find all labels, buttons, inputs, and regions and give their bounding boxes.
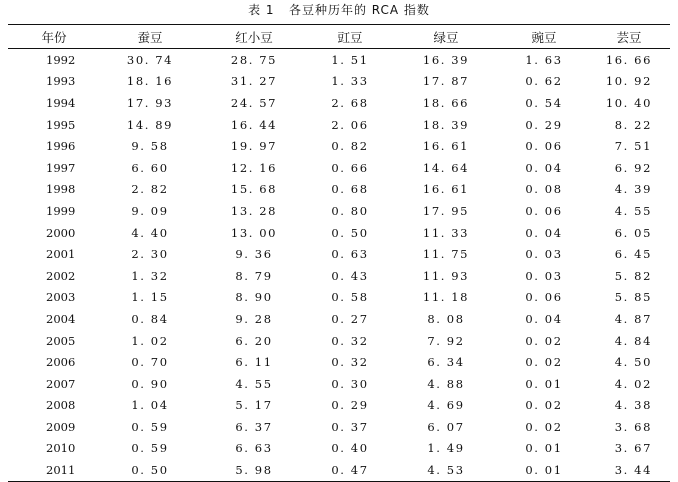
table-row xyxy=(8,330,670,352)
cell-mung-bean: 16. 61 xyxy=(422,139,470,154)
cell-pea: 0. 02 xyxy=(525,419,563,434)
cell-kidney-bean: 4. 87 xyxy=(614,311,652,326)
cell-year: 2004 xyxy=(46,311,76,326)
cell-year: 2003 xyxy=(46,290,76,305)
cell-year: 1994 xyxy=(46,95,76,110)
table-row xyxy=(8,114,670,136)
cell-adzuki-bean: 31. 27 xyxy=(230,74,278,89)
cell-year: 2000 xyxy=(46,225,76,240)
cell-year: 2002 xyxy=(46,268,76,283)
cell-kidney-bean: 16. 66 xyxy=(605,52,652,67)
table-row xyxy=(8,135,670,157)
cell-adzuki-bean: 8. 79 xyxy=(235,268,273,283)
cell-cowpea: 0. 27 xyxy=(331,311,369,326)
cell-pea: 0. 62 xyxy=(525,74,563,89)
table-row xyxy=(8,71,670,93)
header-year: 年份 xyxy=(8,25,100,49)
cell-cowpea: 0. 68 xyxy=(331,182,369,197)
cell-adzuki-bean: 13. 00 xyxy=(230,225,278,240)
cell-year: 2011 xyxy=(46,463,76,478)
cell-mung-bean: 4. 88 xyxy=(427,376,465,391)
cell-kidney-bean: 6. 05 xyxy=(614,225,652,240)
cell-adzuki-bean: 5. 98 xyxy=(235,463,273,478)
cell-broad-bean: 0. 50 xyxy=(131,463,169,478)
cell-kidney-bean: 7. 51 xyxy=(614,139,652,154)
cell-broad-bean: 2. 82 xyxy=(131,182,169,197)
cell-adzuki-bean: 24. 57 xyxy=(230,95,278,110)
cell-pea: 1. 63 xyxy=(525,52,563,67)
cell-mung-bean: 18. 66 xyxy=(422,95,470,110)
cell-adzuki-bean: 9. 28 xyxy=(235,311,273,326)
cell-mung-bean: 7. 92 xyxy=(427,333,465,348)
cell-adzuki-bean: 5. 17 xyxy=(235,398,273,413)
table-row xyxy=(8,351,670,373)
cell-kidney-bean: 6. 92 xyxy=(614,160,652,175)
cell-mung-bean: 16. 61 xyxy=(422,182,470,197)
cell-cowpea: 0. 37 xyxy=(331,419,369,434)
cell-pea: 0. 02 xyxy=(525,398,563,413)
cell-cowpea: 0. 58 xyxy=(331,290,369,305)
cell-cowpea: 0. 50 xyxy=(331,225,369,240)
cell-adzuki-bean: 16. 44 xyxy=(230,117,278,132)
cell-year: 2009 xyxy=(46,419,76,434)
cell-kidney-bean: 4. 02 xyxy=(614,376,652,391)
cell-pea: 0. 02 xyxy=(525,333,563,348)
cell-kidney-bean: 4. 55 xyxy=(614,203,652,218)
cell-broad-bean: 0. 59 xyxy=(131,441,169,456)
cell-year: 1996 xyxy=(46,139,76,154)
header-cowpea: 豇豆 xyxy=(308,25,392,49)
cell-cowpea: 0. 82 xyxy=(331,139,369,154)
cell-kidney-bean: 3. 67 xyxy=(614,441,652,456)
table-row xyxy=(8,49,670,71)
table-row xyxy=(8,416,670,438)
cell-adzuki-bean: 8. 90 xyxy=(235,290,273,305)
cell-cowpea: 0. 32 xyxy=(331,333,369,348)
table-caption: 表 1 各豆种历年的 RCA 指数 xyxy=(248,3,430,17)
cell-adzuki-bean: 13. 28 xyxy=(230,203,278,218)
table-row xyxy=(8,243,670,265)
header-broad-bean: 蚕豆 xyxy=(100,25,200,49)
cell-cowpea: 2. 06 xyxy=(331,117,369,132)
cell-year: 2010 xyxy=(46,441,76,456)
cell-cowpea: 0. 30 xyxy=(331,376,369,391)
table-row xyxy=(8,179,670,201)
cell-year: 2001 xyxy=(46,247,76,262)
cell-kidney-bean: 3. 44 xyxy=(614,463,652,478)
cell-pea: 0. 06 xyxy=(525,290,563,305)
cell-pea: 0. 01 xyxy=(525,441,563,456)
cell-kidney-bean: 5. 85 xyxy=(614,290,652,305)
cell-broad-bean: 30. 74 xyxy=(126,52,174,67)
cell-broad-bean: 17. 93 xyxy=(126,95,174,110)
cell-cowpea: 0. 80 xyxy=(331,203,369,218)
cell-cowpea: 0. 47 xyxy=(331,463,369,478)
cell-kidney-bean: 10. 92 xyxy=(605,74,652,89)
cell-broad-bean: 2. 30 xyxy=(131,247,169,262)
table-row xyxy=(8,395,670,417)
cell-cowpea: 2. 68 xyxy=(331,95,369,110)
cell-kidney-bean: 6. 45 xyxy=(614,247,652,262)
cell-mung-bean: 6. 34 xyxy=(427,355,465,370)
cell-mung-bean: 8. 08 xyxy=(427,311,465,326)
cell-adzuki-bean: 12. 16 xyxy=(230,160,278,175)
cell-adzuki-bean: 6. 20 xyxy=(235,333,273,348)
table-row xyxy=(8,222,670,244)
cell-mung-bean: 11. 75 xyxy=(422,247,470,262)
cell-adzuki-bean: 6. 11 xyxy=(235,355,273,370)
cell-broad-bean: 9. 58 xyxy=(131,139,169,154)
table-row xyxy=(8,308,670,330)
cell-pea: 0. 03 xyxy=(525,268,563,283)
cell-kidney-bean: 4. 39 xyxy=(614,182,652,197)
cell-mung-bean: 11. 18 xyxy=(422,290,470,305)
table-row xyxy=(8,157,670,179)
cell-pea: 0. 08 xyxy=(525,182,563,197)
cell-mung-bean: 1. 49 xyxy=(427,441,465,456)
cell-kidney-bean: 4. 50 xyxy=(614,355,652,370)
table-row xyxy=(8,287,670,309)
cell-mung-bean: 17. 87 xyxy=(422,74,470,89)
cell-adzuki-bean: 4. 55 xyxy=(235,376,273,391)
cell-pea: 0. 04 xyxy=(525,225,563,240)
cell-mung-bean: 4. 53 xyxy=(427,463,465,478)
cell-broad-bean: 0. 84 xyxy=(131,311,169,326)
cell-broad-bean: 1. 02 xyxy=(131,333,169,348)
cell-kidney-bean: 10. 40 xyxy=(605,95,652,110)
cell-year: 2006 xyxy=(46,355,76,370)
cell-cowpea: 0. 40 xyxy=(331,441,369,456)
cell-year: 1992 xyxy=(46,52,76,67)
table-row xyxy=(8,200,670,222)
cell-broad-bean: 6. 60 xyxy=(131,160,169,175)
header-pea: 豌豆 xyxy=(500,25,588,49)
cell-year: 2008 xyxy=(46,398,76,413)
table-row xyxy=(8,373,670,395)
cell-pea: 0. 06 xyxy=(525,139,563,154)
header-mung-bean: 绿豆 xyxy=(392,25,500,49)
cell-cowpea: 0. 66 xyxy=(331,160,369,175)
cell-pea: 0. 01 xyxy=(525,463,563,478)
cell-year: 2007 xyxy=(46,376,76,391)
cell-broad-bean: 0. 59 xyxy=(131,419,169,434)
cell-cowpea: 0. 29 xyxy=(331,398,369,413)
cell-kidney-bean: 5. 82 xyxy=(614,268,652,283)
cell-cowpea: 0. 32 xyxy=(331,355,369,370)
cell-kidney-bean: 4. 38 xyxy=(614,398,652,413)
cell-mung-bean: 4. 69 xyxy=(427,398,465,413)
cell-mung-bean: 11. 33 xyxy=(422,225,470,240)
cell-mung-bean: 17. 95 xyxy=(422,203,470,218)
table-row xyxy=(8,92,670,114)
cell-mung-bean: 14. 64 xyxy=(422,160,470,175)
cell-mung-bean: 16. 39 xyxy=(422,52,470,67)
cell-broad-bean: 4. 40 xyxy=(131,225,169,240)
cell-adzuki-bean: 6. 37 xyxy=(235,419,273,434)
cell-pea: 0. 29 xyxy=(525,117,563,132)
header-adzuki-bean: 红小豆 xyxy=(200,25,308,49)
table-row xyxy=(8,438,670,460)
cell-year: 2005 xyxy=(46,333,76,348)
cell-broad-bean: 0. 70 xyxy=(131,355,169,370)
cell-year: 1999 xyxy=(46,203,76,218)
cell-pea: 0. 03 xyxy=(525,247,563,262)
cell-cowpea: 0. 43 xyxy=(331,268,369,283)
cell-year: 1993 xyxy=(46,74,76,89)
cell-kidney-bean: 4. 84 xyxy=(614,333,652,348)
cell-pea: 0. 02 xyxy=(525,355,563,370)
table-row xyxy=(8,459,670,481)
cell-broad-bean: 18. 16 xyxy=(126,74,174,89)
cell-pea: 0. 04 xyxy=(525,160,563,175)
cell-adzuki-bean: 6. 63 xyxy=(235,441,273,456)
cell-pea: 0. 01 xyxy=(525,376,563,391)
cell-year: 1995 xyxy=(46,117,76,132)
cell-adzuki-bean: 19. 97 xyxy=(230,139,278,154)
cell-broad-bean: 1. 04 xyxy=(131,398,169,413)
header-kidney-bean: 芸豆 xyxy=(588,25,670,49)
cell-mung-bean: 6. 07 xyxy=(427,419,465,434)
cell-broad-bean: 1. 32 xyxy=(131,268,169,283)
cell-year: 1998 xyxy=(46,182,76,197)
cell-year: 1997 xyxy=(46,160,76,175)
cell-broad-bean: 0. 90 xyxy=(131,376,169,391)
rca-index-table xyxy=(8,24,670,482)
cell-pea: 0. 54 xyxy=(525,95,563,110)
cell-cowpea: 1. 51 xyxy=(331,52,369,67)
cell-kidney-bean: 3. 68 xyxy=(614,419,652,434)
cell-adzuki-bean: 9. 36 xyxy=(235,247,273,262)
table-header-row xyxy=(8,25,670,49)
table-row xyxy=(8,265,670,287)
cell-cowpea: 1. 33 xyxy=(331,74,369,89)
cell-mung-bean: 11. 93 xyxy=(422,268,470,283)
cell-cowpea: 0. 63 xyxy=(331,247,369,262)
cell-adzuki-bean: 28. 75 xyxy=(230,52,278,67)
cell-pea: 0. 06 xyxy=(525,203,563,218)
cell-broad-bean: 14. 89 xyxy=(126,117,174,132)
cell-broad-bean: 9. 09 xyxy=(131,203,169,218)
cell-mung-bean: 18. 39 xyxy=(422,117,470,132)
cell-pea: 0. 04 xyxy=(525,311,563,326)
cell-kidney-bean: 8. 22 xyxy=(614,117,652,132)
cell-adzuki-bean: 15. 68 xyxy=(230,182,278,197)
cell-broad-bean: 1. 15 xyxy=(131,290,169,305)
